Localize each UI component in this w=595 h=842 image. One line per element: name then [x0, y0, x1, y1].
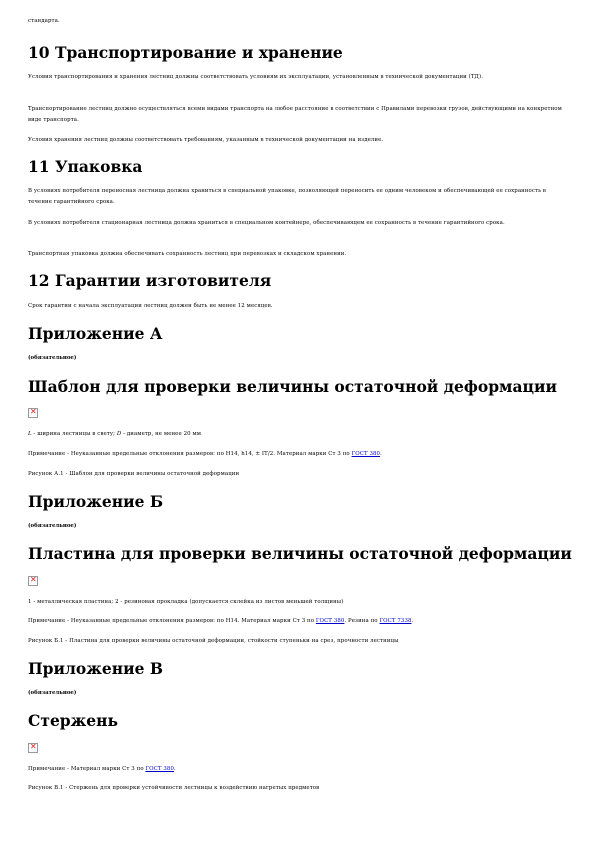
appendix-a-note	[28, 449, 568, 460]
broken-image-icon: ✕	[30, 575, 37, 584]
appendix-a-subtitle: Шаблон для проверки величины остаточной деформации	[28, 377, 557, 396]
section-11-title: 11 Упаковка	[28, 157, 143, 176]
note-text: Примечание - Неуказанные предельные отклонения размеров: по Н14. Материал марки Ст 3 по	[28, 618, 316, 624]
appendix-b-status: (обязательное)	[28, 523, 77, 529]
section-10-paragraph-2: Транспортирование лестниц должно осуществляться всеми видами транспорта на любое расстояние в соответствии с Правилами перевозки грузов, действующими на конкретном виде транспорта.	[28, 106, 562, 123]
appendix-b-note	[28, 616, 568, 627]
gost-380-link[interactable]: ГОСТ 380	[145, 766, 174, 772]
legend-text-1: - ширина лестницы в свету;	[31, 431, 117, 437]
figure-b1-caption: Рисунок Б.1 - Пластина для проверки величины остаточной деформации, стойкости ступеньки на срез, прочности лестницы	[28, 638, 399, 644]
appendix-v-note	[28, 764, 568, 775]
note-end: .	[174, 766, 176, 772]
broken-image-icon: ✕	[30, 742, 37, 751]
gost-380-link[interactable]: ГОСТ 380	[315, 618, 345, 624]
section-12-paragraph-1: Срок гарантии с начала эксплуатации лестниц должен быть не менее 12 месяцев.	[28, 303, 273, 309]
appendix-a-status: (обязательное)	[28, 355, 77, 361]
note-end: .	[411, 618, 414, 624]
figure-a1-caption: Рисунок А.1 - Шаблон для проверки величины остаточной деформации	[28, 471, 240, 477]
figure-v1-caption: Рисунок В.1 - Стержень для проверки устойчивости лестницы к воздействию нагретых предметов	[28, 785, 320, 791]
note-end: .	[380, 451, 382, 457]
section-10-title: 10 Транспортирование и хранение	[28, 43, 343, 62]
section-11-paragraph-1: В условиях потребителя переносная лестница должна храниться в специальной упаковке, позволяющей переносить ее одним человеком и обеспечивающей ее сохранность в течение гарантийного срока.	[28, 188, 547, 205]
note-mid: . Резина по	[344, 618, 380, 624]
section-11-paragraph-3: Транспортная упаковка должна обеспечивать сохранность лестниц при перевозках и складском хранении.	[28, 251, 347, 257]
gost-380-link[interactable]: ГОСТ 380	[351, 451, 381, 457]
appendix-a-title: Приложение А	[28, 324, 163, 343]
continued-text: стандарта.	[28, 18, 60, 24]
appendix-b-subtitle: Пластина для проверки величины остаточной деформации	[28, 544, 572, 563]
section-12-title: 12 Гарантии изготовителя	[28, 271, 272, 290]
symbol-l: L	[28, 431, 32, 437]
appendix-v-title: Приложение В	[28, 659, 163, 678]
appendix-v-status: (обязательное)	[28, 690, 77, 696]
gost-7338-link[interactable]: ГОСТ 7338	[379, 618, 412, 624]
note-text: Примечание - Материал марки Ст 3 по	[28, 766, 146, 772]
appendix-b-title: Приложение Б	[28, 492, 164, 511]
appendix-v-subtitle: Стержень	[28, 711, 119, 730]
section-10-paragraph-3: Условия хранения лестниц должны соответствовать требованиям, указанным в технической документации на изделие.	[28, 137, 384, 143]
note-text: Примечание - Неуказанные предельные отклонения размеров: по Н14, h14, ± IT/2. Материал марки Ст 3 по	[28, 451, 352, 457]
section-10-paragraph-1: Условия транспортирования и хранения лестниц должны соответствовать условиям их эксплуатации, установленным в технической документации (ТД).	[28, 74, 484, 80]
section-11-paragraph-2: В условиях потребителя стационарная лестница должна храниться в специальном контейнере, обеспечивающем ее сохранность в течение гарантийного срока.	[28, 220, 505, 226]
appendix-b-legend: 1 - металлическая пластина; 2 - резиновая прокладка (допускается склейка из листов меньшей толщины)	[28, 599, 344, 605]
legend-text-2: - диаметр, не менее 20 мм	[121, 431, 202, 437]
appendix-a-legend	[28, 429, 568, 440]
symbol-d: D	[116, 431, 122, 437]
broken-image-icon: ✕	[30, 407, 37, 416]
